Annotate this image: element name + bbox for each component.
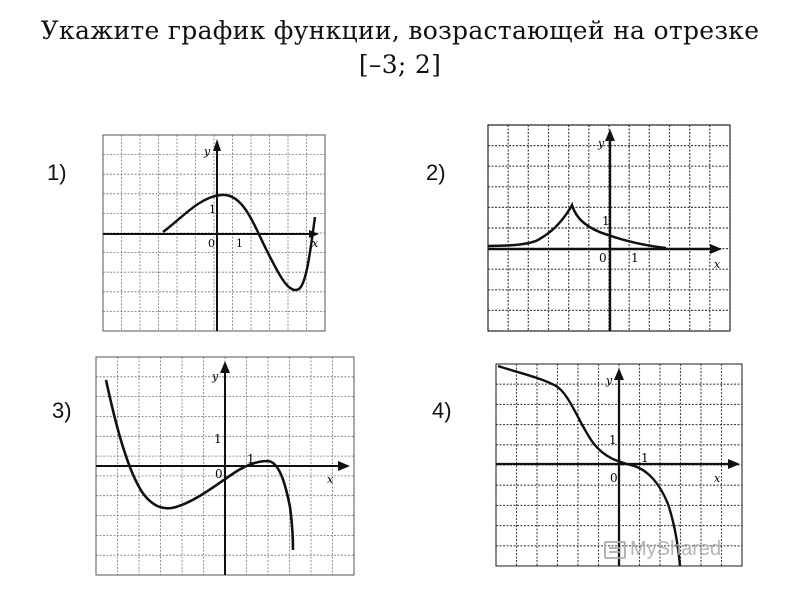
watermark-text: MyShared: [630, 538, 722, 560]
graph-4-x-arrow: [728, 459, 740, 469]
graph-3-x-label: x: [327, 473, 334, 486]
graph-3-y-label: y: [212, 370, 219, 383]
graph-2-unit-y: 1: [602, 214, 610, 228]
graph-2-x-arrow: [710, 244, 722, 254]
graph-4-svg: [496, 364, 742, 566]
graph-2-origin: 0: [599, 251, 607, 265]
graph-3-unit-x: 1: [247, 452, 255, 466]
page-title: [0, 14, 800, 82]
graph-1-svg: [103, 135, 325, 331]
graph-1-x-label: x: [312, 237, 319, 250]
graph-2-svg: [488, 125, 730, 331]
graph-2-x-label: x: [714, 258, 721, 271]
title-line-2: [–3; 2]: [358, 50, 442, 79]
watermark: [604, 538, 721, 561]
presentation-icon: [604, 541, 626, 559]
graph-1-y-arrow: [213, 139, 221, 151]
graph-2-curve: [488, 205, 666, 248]
graph-3-y-arrow: [220, 361, 230, 373]
graph-2-unit-x: 1: [631, 251, 639, 265]
graph-1-unit-x: 1: [236, 237, 243, 250]
graph-1-unit-y: 1: [209, 203, 216, 216]
graph-3-origin: 0: [215, 467, 223, 481]
graph-3-label: 3): [52, 398, 72, 423]
graph-4-y-arrow: [614, 368, 624, 380]
graph-1-label: 1): [47, 160, 67, 185]
graph-4-origin: 0: [610, 471, 618, 485]
graph-2-label: 2): [426, 160, 446, 185]
graph-4-label: 4): [432, 398, 452, 423]
graph-3-unit-y: 1: [214, 432, 222, 446]
graph-1: [103, 135, 325, 331]
graph-4-curve: [498, 366, 680, 566]
graph-4: [496, 364, 742, 566]
graph-2: [488, 125, 730, 331]
graph-3: [96, 357, 354, 575]
title-line-1: Укажите график функции, возрастающей на отрезке: [40, 16, 760, 45]
graph-1-y-label: y: [204, 145, 211, 158]
graph-3-x-arrow: [338, 461, 350, 471]
graph-2-y-label: y: [598, 137, 605, 150]
graph-1-origin: 0: [208, 237, 215, 250]
graph-4-unit-x: 1: [641, 451, 649, 465]
graph-4-x-label: x: [714, 472, 721, 485]
graph-4-unit-y: 1: [609, 433, 617, 447]
graph-3-svg: [96, 357, 354, 575]
graph-4-y-label: y: [606, 374, 613, 387]
graph-2-y-arrow: [605, 129, 615, 141]
